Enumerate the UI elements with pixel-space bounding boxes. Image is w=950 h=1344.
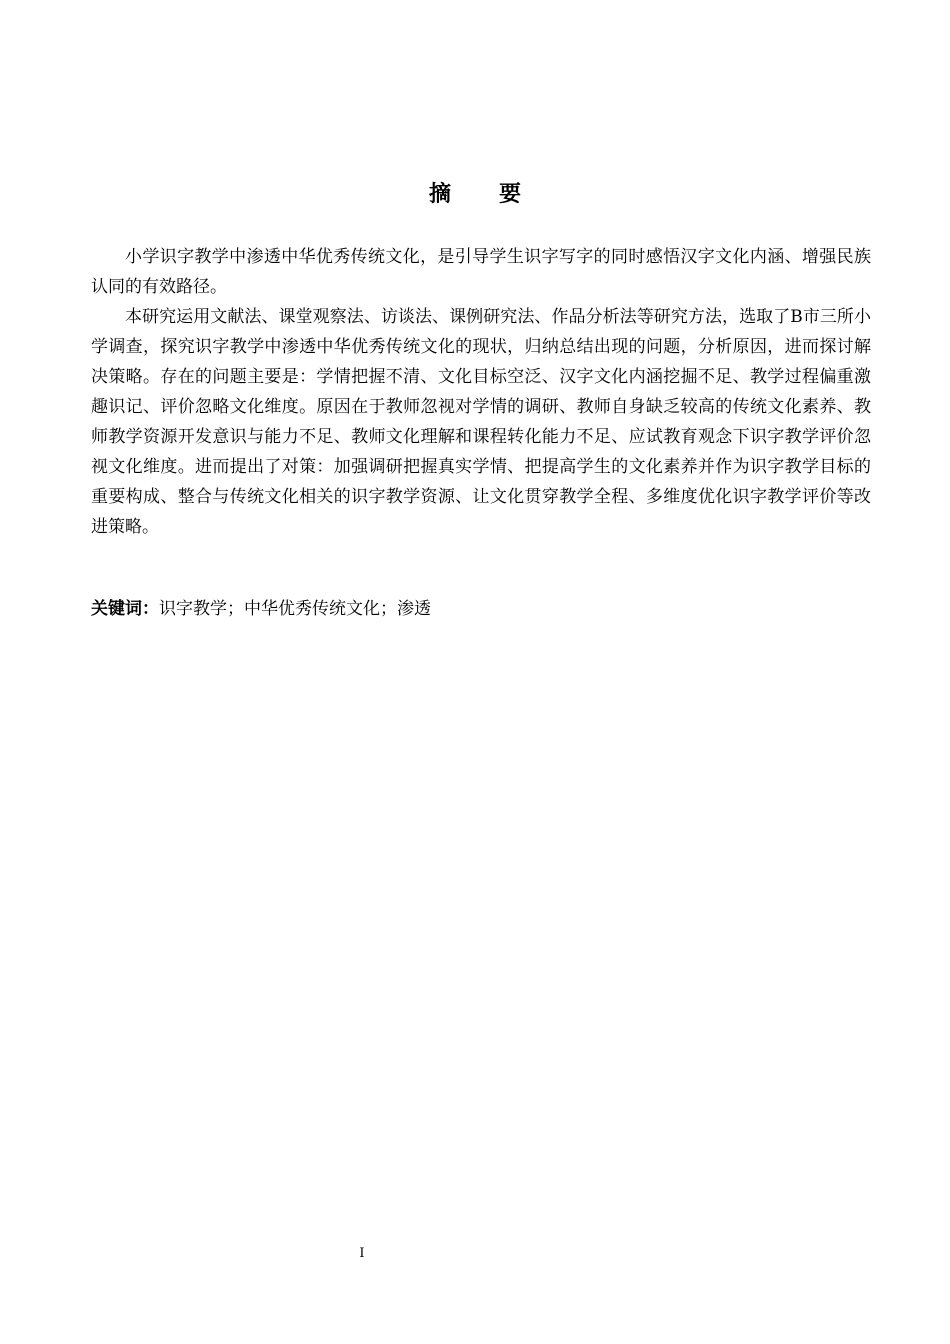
keywords-label: 关键词： — [91, 599, 159, 619]
abstract-paragraph-2: 本研究运用文献法、课堂观察法、访谈法、课例研究法、作品分析法等研究方法，选取了B市三所小学调查，探究识字教学中渗透中华优秀传统文化的现状，归纳总结出现的问题，分析原因，进而探讨解决策略。存在的问题主要是：学情把握不清、文化目标空泛、汉字文化内涵挖掘不足、教学过程偏重激趣识记、评价忽略文化维度。原因在于教师忽视对学情的调研、教师自身缺乏较高的传统文化素养、教师教学资源开发意识与能力不足、教师文化理解和课程转化能力不足、应试教育观念下识字教学评价忽视文化维度。进而提出了对策：加强调研把握真实学情、把提高学生的文化素养并作为识字教学目标的重要构成、整合与传统文化相关的识字教学资源、让文化贯穿教学全程、多维度优化识字教学评价等改进策略。 — [91, 307, 871, 537]
abstract-paragraph-1: 小学识字教学中渗透中华优秀传统文化，是引导学生识字写字的同时感悟汉字文化内涵、增强民族认同的有效路径。 — [91, 247, 871, 297]
keywords-value: 识字教学；中华优秀传统文化；渗透 — [159, 599, 431, 619]
page-number: I — [359, 1246, 365, 1261]
abstract-body — [91, 242, 871, 542]
keywords-line — [91, 594, 871, 624]
abstract-title: 摘要 — [428, 182, 569, 207]
